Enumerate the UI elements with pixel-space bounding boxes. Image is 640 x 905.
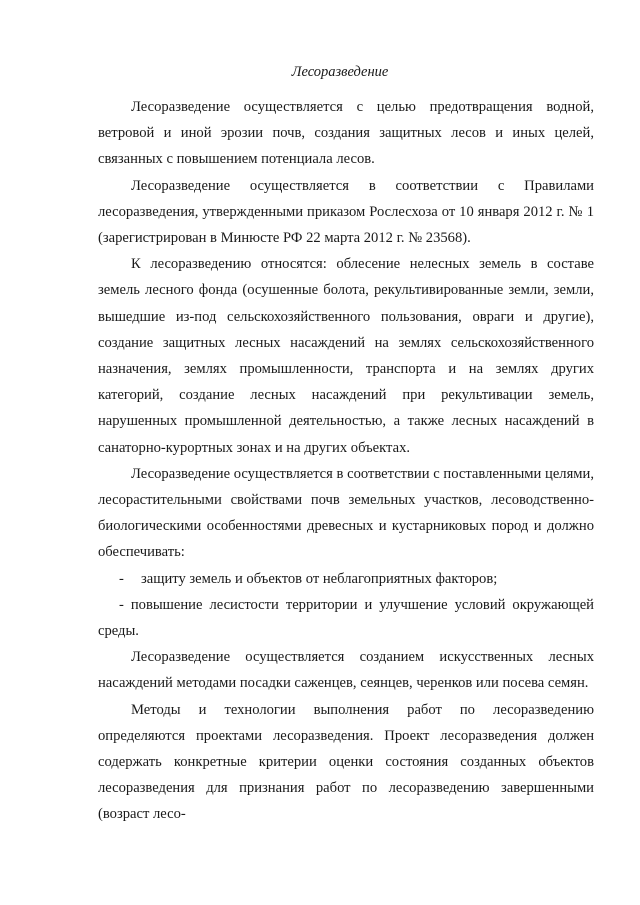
page-title: Лесоразведение xyxy=(291,64,389,80)
list-item-2 xyxy=(98,592,594,644)
list-item-1 xyxy=(98,566,594,592)
paragraph-1: Лесоразведение осуществляется с целью предотвращения водной, ветровой и иной эрозии почв, создания защитных лесов и иных целей, связанных с повышением потенциала лесов. xyxy=(98,99,594,168)
paragraph-5: Лесоразведение осуществляется созданием искусственных лесных насаждений методами посадки саженцев, сеянцев, черенков или посева семян. xyxy=(98,649,594,692)
paragraph-4: Лесоразведение осуществляется в соответствии с поставленными целями, лесорастительными свойствами почв земельных участков, лесоводственно-биологическими особенностями древесных и кустарниковых пород и должно обеспечивать: xyxy=(98,465,594,561)
list-dash: - xyxy=(119,570,124,587)
document-body xyxy=(98,94,594,828)
list-item-text: защиту земель и объектов от неблагоприятных факторов; xyxy=(141,570,498,587)
list-dash: - xyxy=(119,596,124,613)
paragraph-2: Лесоразведение осуществляется в соответствии с Правилами лесоразведения, утвержденными приказом Рослесхоза от 10 января 2012 г. № 1 (зарегистрирован в Минюсте РФ 22 марта 2012 г. № 23568). xyxy=(98,177,594,247)
list-item-text: повышение лесистости территории и улучшение условий окружающей среды. xyxy=(98,596,594,640)
paragraph-3: К лесоразведению относятся: облесение нелесных земель в составе земель лесного фонда (осушенные болота, рекультивированные земли, земли, вышедшие из-под сельскохозяйственного пользования, овраги и другие), создание защитных лесных насаждений на землях сельскохозяйственного назначения, землях промышленности, транспорта и на землях других категорий, создание лесных насаждений при рекультивации земель, нарушенных промышленной деятельностью, а также лесных насаждений в санаторно-курортных зонах и на других объектах. xyxy=(98,256,594,456)
paragraph-6: Методы и технологии выполнения работ по лесоразведению определяются проектами лесоразведения. Проект лесоразведения должен содержать конкретные критерии оценки состояния созданных объектов лесоразведения для признания работ по лесоразведению завершенными (возраст лесо- xyxy=(98,701,594,823)
